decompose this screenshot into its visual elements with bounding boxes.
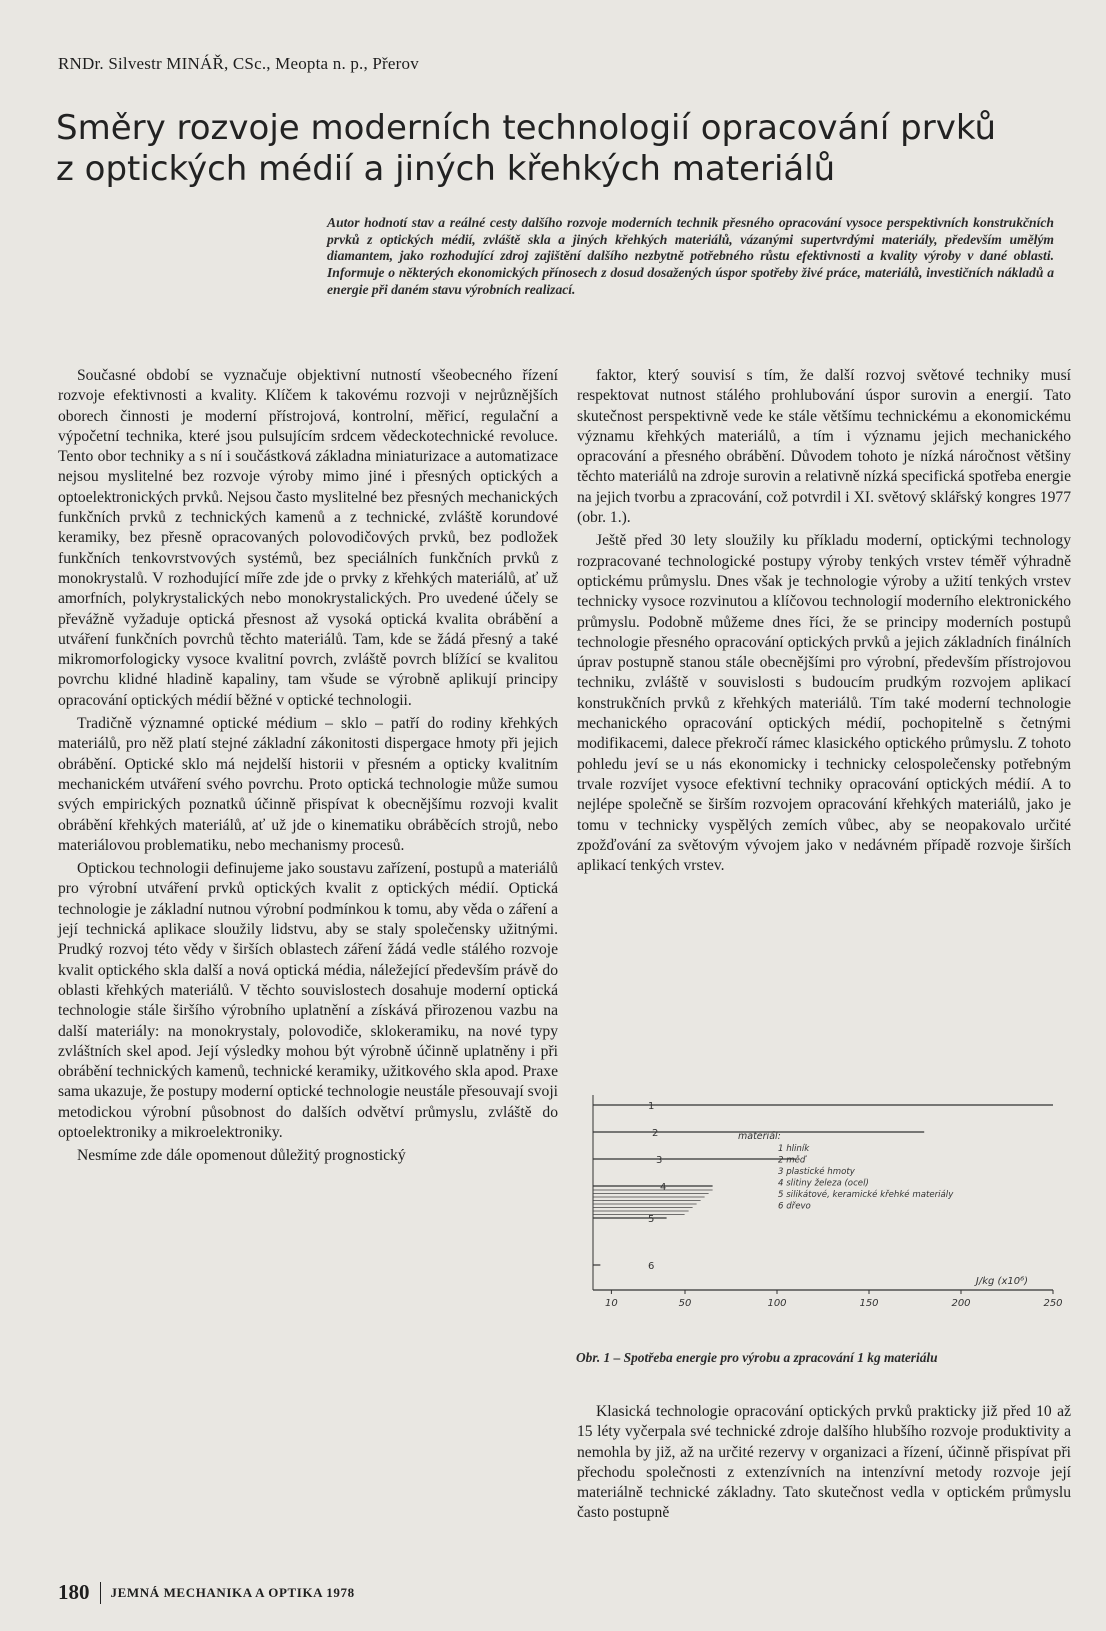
figure-1 [573, 1095, 1073, 1345]
legend-entry: 2 měď [778, 1155, 806, 1166]
page-number: 180 [58, 1580, 90, 1604]
energy-chart [573, 1095, 1073, 1345]
x-tick-label: 200 [951, 1298, 971, 1309]
bar-label: 4 [660, 1182, 667, 1193]
bar-label: 2 [652, 1128, 659, 1139]
bar-label: 3 [656, 1155, 663, 1166]
paragraph: Ještě před 30 lety sloužily ku příkladu moderní, optickými technology rozpracované technologické postupy výroby tenkých vrstev téměř výhradně optickému průmyslu. Dnes však je technologie výroby a užití tenkých vrstev technicky vysoce rozvinutou a klíčovou technologií moderního elektronického průmyslu. Podobně můžeme dnes říci, že se principy moderních postupů technologie přesného opracování optických prvků a jejich základních finálních úprav postupně stanou stále obecnějšími pro výrobní, především přístrojovou techniku, zvláště v souvislosti s budoucím prudkým rozvojem aplikací konstrukčních prvků z křehkých materiálů. Tím také moderní technologie mechanického opracování optických médií, pochopitelně s četnými modifikacemi, dalece překročí rámec klasického optického průmyslu. Z tohoto pohledu jeví se u nás ekonomicky i technicky celospolečensky potřebným trvale rozvíjet vysoce efektivní techniky opracování optických médií. A to nejlépe společně se širším rozvojem opracování křehkých materiálů, jako je tomu v technicky vyspělých zemích vůbec, aby se neopakovalo určité zpožďování za světovým vývojem jako v nedávném případě rozvoje širších aplikací tenkých vrstev. [577, 532, 1071, 875]
legend-entry: 6 dřevo [778, 1201, 811, 1212]
x-tick-label: 150 [859, 1298, 879, 1309]
legend-entry: 3 plastické hmoty [778, 1167, 855, 1177]
x-tick-label: 50 [678, 1298, 692, 1309]
abstract: Autor hodnotí stav a reálné cesty dalšího rozvoje moderních technik přesného opracování vysoce perspektivních konstrukčních prvků z optických médií, zvláště skla a jiných křehkých materiálů, vázanými supertvrdými materiály, především umělým diamantem, jako rozhodující zdroj zajištění dalšího nezbytně potřebného růstu efektivnosti a kvality výroby v dané oblasti. Informuje o některých ekonomických přínosech z dosud dosažených úspor spotřeby živé práce, materiálů, investičních nákladů a energie při daném stavu výrobních realizací. [327, 215, 1054, 297]
legend-entry: 1 hliník [778, 1144, 810, 1154]
title-line-1: Směry rozvoje moderních technologií opracování prvků [56, 108, 997, 148]
article-title [56, 108, 1056, 190]
paragraph: Nesmíme zde dále opomenout důležitý prognostický [77, 1147, 406, 1165]
left-column [58, 366, 558, 1167]
journal-name: JEMNÁ MECHANIKA A OPTIKA 1978 [110, 1584, 355, 1600]
legend-entry: 5 silikátové, keramické křehké materiály [778, 1190, 954, 1200]
page-footer [58, 1580, 355, 1605]
bar-label: 1 [648, 1101, 655, 1112]
legend-entry: 4 slitiny železa (ocel) [778, 1178, 869, 1189]
x-axis-unit: J/kg (x10⁶) [975, 1276, 1028, 1287]
bar-label: 6 [648, 1261, 655, 1272]
x-tick-label: 10 [605, 1298, 618, 1309]
bar-label: 5 [648, 1214, 655, 1225]
x-tick-label: 100 [767, 1298, 787, 1309]
legend-title: materiál: [738, 1131, 781, 1142]
figure-caption: Obr. 1 – Spotřeba energie pro výrobu a zpracování 1 kg materiálu [576, 1350, 938, 1365]
x-tick-label: 250 [1043, 1298, 1063, 1309]
paragraph: Optickou technologii definujeme jako soustavu zařízení, postupů a materiálů pro výrobní utváření prvků optických kvalit z optických médií. Optická technologie je základní nutnou výrobní podmínkou k tomu, aby věda o záření a její technická aplikace sloužily lidstvu, aby se staly společensky užitnými. Prudký rozvoj této vědy v širších oblastech záření žádá vedle stálého rozvoje kvalit optického skla další a nová optická média, náležející především právě do oblasti křehkých materiálů. V těchto souvislostech dosahuje moderní optická technologie stále širšího výrobního uplatnění a získává přirozenou vazbu na další materiály: na monokrystaly, polovodiče, sklokeramiku, na nové typy zvláštních skel apod. Její výsledky mohou být výrobně účinně uplatněny i při obrábění technických kamenů, technické keramiky, užitkového skla apod. Praxe sama ukazuje, že postupy moderní optické technologie neustále přesouvají svoji metodickou výrobní působnost do dalších odvětví průmyslu, zvláště do optoelektroniky a mikroelektroniky. [58, 860, 558, 1141]
paragraph: Současné období se vyznačuje objektivní nutností všeobecného řízení rozvoje efektivnosti a kvality. Klíčem k takovému rozvoji v nejrůznějších oborech činnosti je moderní přístrojová, kontrolní, měřicí, regulační a výpočetní technika, které jsou pulsujícím srdcem vědeckotechnické revoluce. Tento obor techniky a s ní i součástková základna miniaturizace a automatizace nejsou myslitelné bez rozvoje výroby mimo jiné i přesných optických a optoelektronických prvků. Nejsou často myslitelné bez přesných mechanických funkčních prvků z technických kamenů a z technické, zvláště korundové keramiky, bez přesně opracovaných polovodičových prvků, bez podložek funkčních tenkovrstvových systémů, bez speciálních funkčních prvků z monokrystalů. V rozhodující míře zde jde o prvky z křehkých materiálů, ať už amorfních, polykrystalických nebo monokrystalických. Pro uvedené účely se převážně vyžaduje optická přesnost až vysoká optická kvalita obrábění a utváření funkčních povrchů těchto materiálů. Tam, kde se žádá přesný a také mikromorfologicky vysoce kvalitní povrch, zvláště povrch blížící se kvalitou povrchu klidné hladině kapaliny, tam všude se výrobně aplikují principy opracování optických médií běžné v optické technologii. [58, 367, 558, 709]
right-column-bottom [577, 1402, 1071, 1524]
paragraph: Klasická technologie opracování optických prvků prakticky již před 10 až 15 léty vyčerpala své technické zdroje dalšího hlubšího rozvoje produktivity a nemohla by již, až na určité rezervy v organizaci a řízení, účinně přispívat při přechodu společnosti z extenzívních na intenzívní metody rozvoje její materiálně technické základny. Tato skutečnost vedla v optickém průmyslu často postupně [577, 1403, 1071, 1522]
paragraph: Tradičně významné optické médium – sklo – patří do rodiny křehkých materiálů, pro něž platí stejné základní zákonitosti dispergace hmoty při jejich obrábění. Optické sklo má nejdelší historii v přesném a opticky kvalitním mechanickém utváření svého povrchu. Proto optická technologie může sumou svých empirických poznatků účinně přispívat k obecnějšímu rozvoji kvalit obrábění křehkých materiálů, ať už jde o kinematiku obráběcích strojů, nebo materiálovou problematiku, nebo mechanismy procesů. [58, 715, 558, 854]
title-line-2: z optických médií a jiných křehkých materiálů [56, 149, 836, 189]
right-column [577, 366, 1071, 876]
author-byline: RNDr. Silvestr MINÁŘ, CSc., Meopta n. p., Přerov [58, 54, 419, 73]
footer-divider [100, 1582, 101, 1604]
paragraph: faktor, který souvisí s tím, že další rozvoj světové techniky musí respektovat nutnost stálého prohlubování úspor surovin a energií. Tato skutečnost perspektivně vede ke stále většímu technickému a ekonomickému významu křehkých materiálů, a tím i významu jejich mechanického opracování a přesného obrábění. Důvodem tohoto je nízká náročnost většiny těchto materiálů na zdroje surovin a relativně nízká specifická spotřeba energie na jejich tvorbu a zpracování, což potvrdil i XI. světový sklářský kongres 1977 (obr. 1.). [577, 367, 1071, 527]
